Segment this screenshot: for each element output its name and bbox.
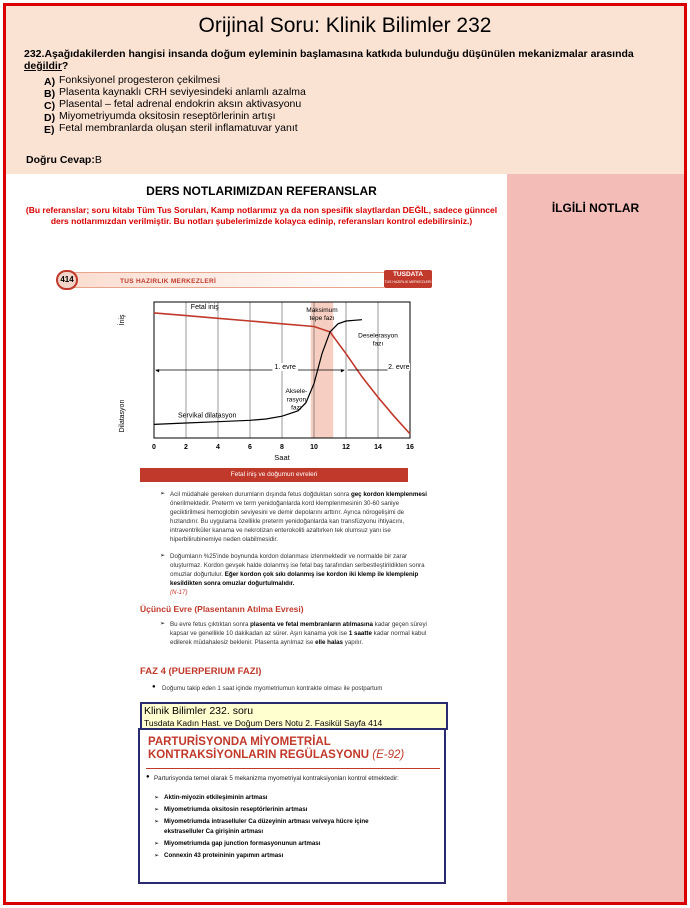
x-tick-label: 10 <box>310 444 318 451</box>
option-text: Miyometriyumda oksitosin reseptörlerinin artışı <box>59 110 276 122</box>
annotation-stage2: 2. evre <box>388 364 410 371</box>
question-stem: Aşağıdakilerden hangisi insanda doğum eyleminin başlamasına katkıda bulunduğu düşünülen mekanizmalar arasında <box>44 48 634 60</box>
parturition-item: Miyometriumda intraselluler Ca düzeyinin artması ve/veya hücre içine <box>164 818 369 825</box>
chart-caption: Fetal iniş ve doğumun evreleri <box>140 468 408 482</box>
parturition-item: Miyometriumda gap junction formasyonunun artması <box>164 840 321 847</box>
series-label-dilatation: Servikal dilatasyon <box>178 412 237 420</box>
x-tick-label: 12 <box>342 444 350 451</box>
arrow-bullet-icon: ➢ <box>154 807 160 813</box>
option-letter: D) <box>44 112 56 124</box>
arrow-bullet-icon: ➢ <box>154 819 160 825</box>
question-text <box>24 48 674 72</box>
annotation-decel-1: Deselerasyon <box>358 332 398 340</box>
question-mark: ? <box>61 60 69 72</box>
correct-answer <box>26 154 102 166</box>
option-text: Plasenta kaynaklı CRH seviyesindeki anlamlı azalma <box>59 86 306 98</box>
arrow-bullet-icon: ➢ <box>154 795 160 801</box>
answer-label: Doğru Cevap: <box>26 154 95 166</box>
y-label-descent: İniş <box>119 314 126 326</box>
page-number: 414 <box>56 270 78 290</box>
paragraph-cord-clamping <box>170 490 432 544</box>
p2-text: Doğumların %25'inde boynunda kordon dolanması izlenmektedir ve normalde bir zarar oluşturmaz. Kordon gevşek halde dolanmış ise fetal baş tarafından serbestleştirildikten sonra omuzlar doğurtulur. <box>170 553 425 578</box>
x-tick-label: 6 <box>248 444 252 451</box>
parturition-intro <box>154 774 438 783</box>
notes-column <box>507 174 684 902</box>
reference-title: DERS NOTLARIMIZDAN REFERANSLAR <box>146 184 377 198</box>
x-tick-label: 8 <box>280 444 284 451</box>
x-tick-label: 4 <box>216 444 220 451</box>
labor-curve-chart <box>114 296 424 486</box>
parturition-title-line2: KONTRAKSİYONLARIN REGÜLASYONU <box>148 749 370 761</box>
paragraph-stage3 <box>170 620 432 647</box>
p3-d: 1 saatte <box>348 630 372 637</box>
question-number: 232. <box>24 48 45 60</box>
parturition-item-continued: ekstraselluler Ca girişinin artması <box>164 828 264 835</box>
option-text: Plasental – fetal adrenal endokrin aksın aktivasyonu <box>59 98 302 110</box>
logo-text: TUSDATA <box>392 271 424 278</box>
parturition-ref: (E-92) <box>372 749 405 761</box>
annotation-accel-1: Aksele- <box>285 388 308 396</box>
p3-c: kadar geçen süreyi kapsar ve genellikle 10 dakikadan az sürer. Aşırı kanama yok ise <box>170 621 427 637</box>
parturition-title-line1: PARTURİSYONDA MİYOMETRİAL <box>148 736 331 748</box>
page-header-bar <box>64 272 384 288</box>
parturition-item: Connexin 43 proteininin yapımın artması <box>164 852 284 859</box>
paragraph-nuchal-cord <box>170 552 432 597</box>
notes-title: İLGİLİ NOTLAR <box>551 201 640 215</box>
answer-value: B <box>94 154 102 166</box>
x-axis-label: Saat <box>274 453 290 462</box>
textbook-page-image <box>56 270 436 702</box>
reference-subtitle: (Bu referanslar; soru kitabı Tüm Tus Soruları, Kamp notlarımız ya da non spesifik slaytlardan DEĞİL, sadece günncel ders notlarımızdan verilmiştir. Bu notları şubelerimizde kolayca edinip, referansları kontrol edebilirsiniz.) <box>25 205 498 226</box>
stage3-heading: Üçüncü Evre (Plasentanın Atılma Evresi) <box>140 604 304 614</box>
question-panel <box>6 6 684 174</box>
arrow-bullet-icon: ➢ <box>154 841 160 847</box>
x-tick-label: 0 <box>152 444 156 451</box>
question-title: Orijinal Soru: Klinik Bilimler 232 <box>198 14 492 37</box>
source-question: Klinik Bilimler 232. soru <box>144 705 254 717</box>
arrow-left-icon: ◂ <box>155 366 160 375</box>
annotation-stage1: 1. evre <box>274 364 296 371</box>
p4-text: Doğumu takip eden 1 saat içinde myometriumun kontrakte olması ile postpartum <box>162 685 383 692</box>
option-b[interactable] <box>44 86 306 98</box>
question-emphasis: değildir <box>24 60 62 72</box>
tusdata-logo <box>384 270 432 288</box>
y-label-dilatation: Dilatasyon <box>119 399 126 433</box>
x-tick-label: 2 <box>184 444 188 451</box>
annotation-accel-2: rasyon <box>286 396 307 404</box>
x-tick-label: 16 <box>406 444 414 451</box>
parturition-title <box>148 736 404 762</box>
annotation-decel-2: fazı <box>372 340 384 348</box>
option-text: Fetal membranlarda oluşan steril inflamatuvar yanıt <box>59 122 298 134</box>
p3-e: kadar normal kabul edilerek müdahalesiz beklenir. Plasenta ayrılmaz ise <box>170 630 427 646</box>
x-tick-label: 14 <box>374 444 382 451</box>
annotation-max-slope-2: tepe fazı <box>309 315 335 322</box>
option-a[interactable] <box>44 74 220 86</box>
parturition-regulation-box <box>138 728 446 884</box>
p2-bold: Eğer kordon çok sıkı dolanmış ise kordon iki klemp ile klemplenip kesildikten sonra omuzlar doğurtulmalıdır. <box>170 571 419 587</box>
parturition-item: Aktin-miyozin etkileşiminin artması <box>164 794 268 801</box>
option-e[interactable] <box>44 122 298 134</box>
arrow-bullet-icon: ➢ <box>160 553 166 559</box>
option-d[interactable] <box>44 110 276 122</box>
divider <box>146 768 440 769</box>
arrow-bullet-icon: ➢ <box>160 621 166 627</box>
parturition-item: Miyometriumda oksitosin reseptörlerinin artması <box>164 806 308 813</box>
bullet-dot-icon: ● <box>146 774 150 780</box>
option-letter: B) <box>44 88 56 100</box>
option-text: Fonksiyonel progesteron çekilmesi <box>59 74 221 86</box>
p3-g: yapılır. <box>343 639 363 646</box>
option-c[interactable] <box>44 98 301 110</box>
logo-subtext: TUS HAZIRLIK MERKEZLERİ <box>384 280 432 284</box>
faz4-heading: FAZ 4 (PUERPERIUM FAZI) <box>140 666 262 677</box>
page-header-text: TUS HAZIRLIK MERKEZLERİ <box>120 278 217 285</box>
p3-a: Bu evre fetus çıktıktan sonra <box>170 621 251 628</box>
source-reference: Tusdata Kadın Hast. ve Doğum Ders Notu 2. Fasikül Sayfa 414 <box>144 718 383 728</box>
series-label-descent: Fetal iniş <box>190 303 219 311</box>
p1-bold: geç kordon klemplenmesi <box>350 491 427 498</box>
parturition-intro-text: Parturisyonda temel olarak 5 mekanizma myometriyal kontraksiyonları kontrol etmektedir: <box>154 775 399 782</box>
p2-ref: (N-17) <box>170 589 188 596</box>
bullet-dot-icon: ● <box>152 684 156 690</box>
source-label-box <box>140 702 448 730</box>
option-letter: A) <box>44 76 56 88</box>
option-letter: E) <box>44 124 55 136</box>
arrow-bullet-icon: ➢ <box>160 491 166 497</box>
option-letter: C) <box>44 100 56 112</box>
p3-b: plasenta ve fetal membranların atılmasına <box>250 621 373 628</box>
arrow-right-icon: ▸ <box>340 366 345 375</box>
p1-rest: önerilmektedir. Preterm ve term yenidoğanlarda kord klemplenmesinin 30-60 saniye geciktirilmesi hemoglobin seviyesini ve demir depolarını arttırır. Ayrıca nörogelişimi de hızlandırır. Bu uygulama özellikle preterm yenidoğanlarda kan transfüzyonu ihtiyacını, intraventriküler kanama ve nekrotizan enterokoliti azaltırken tek olumsuz yanı ise hiperbilirubinemiye neden olabilmesidir. <box>170 500 405 543</box>
arrow-bullet-icon: ➢ <box>154 853 160 859</box>
p1-text: Acil müdahale gereken durumların dışında fetus doğduktan sonra <box>170 491 351 498</box>
annotation-max-slope-1: Maksimum <box>306 307 338 314</box>
annotation-accel-3: fazı <box>291 404 302 412</box>
paragraph-faz4 <box>162 684 432 693</box>
p3-f: elle halas <box>315 639 344 646</box>
